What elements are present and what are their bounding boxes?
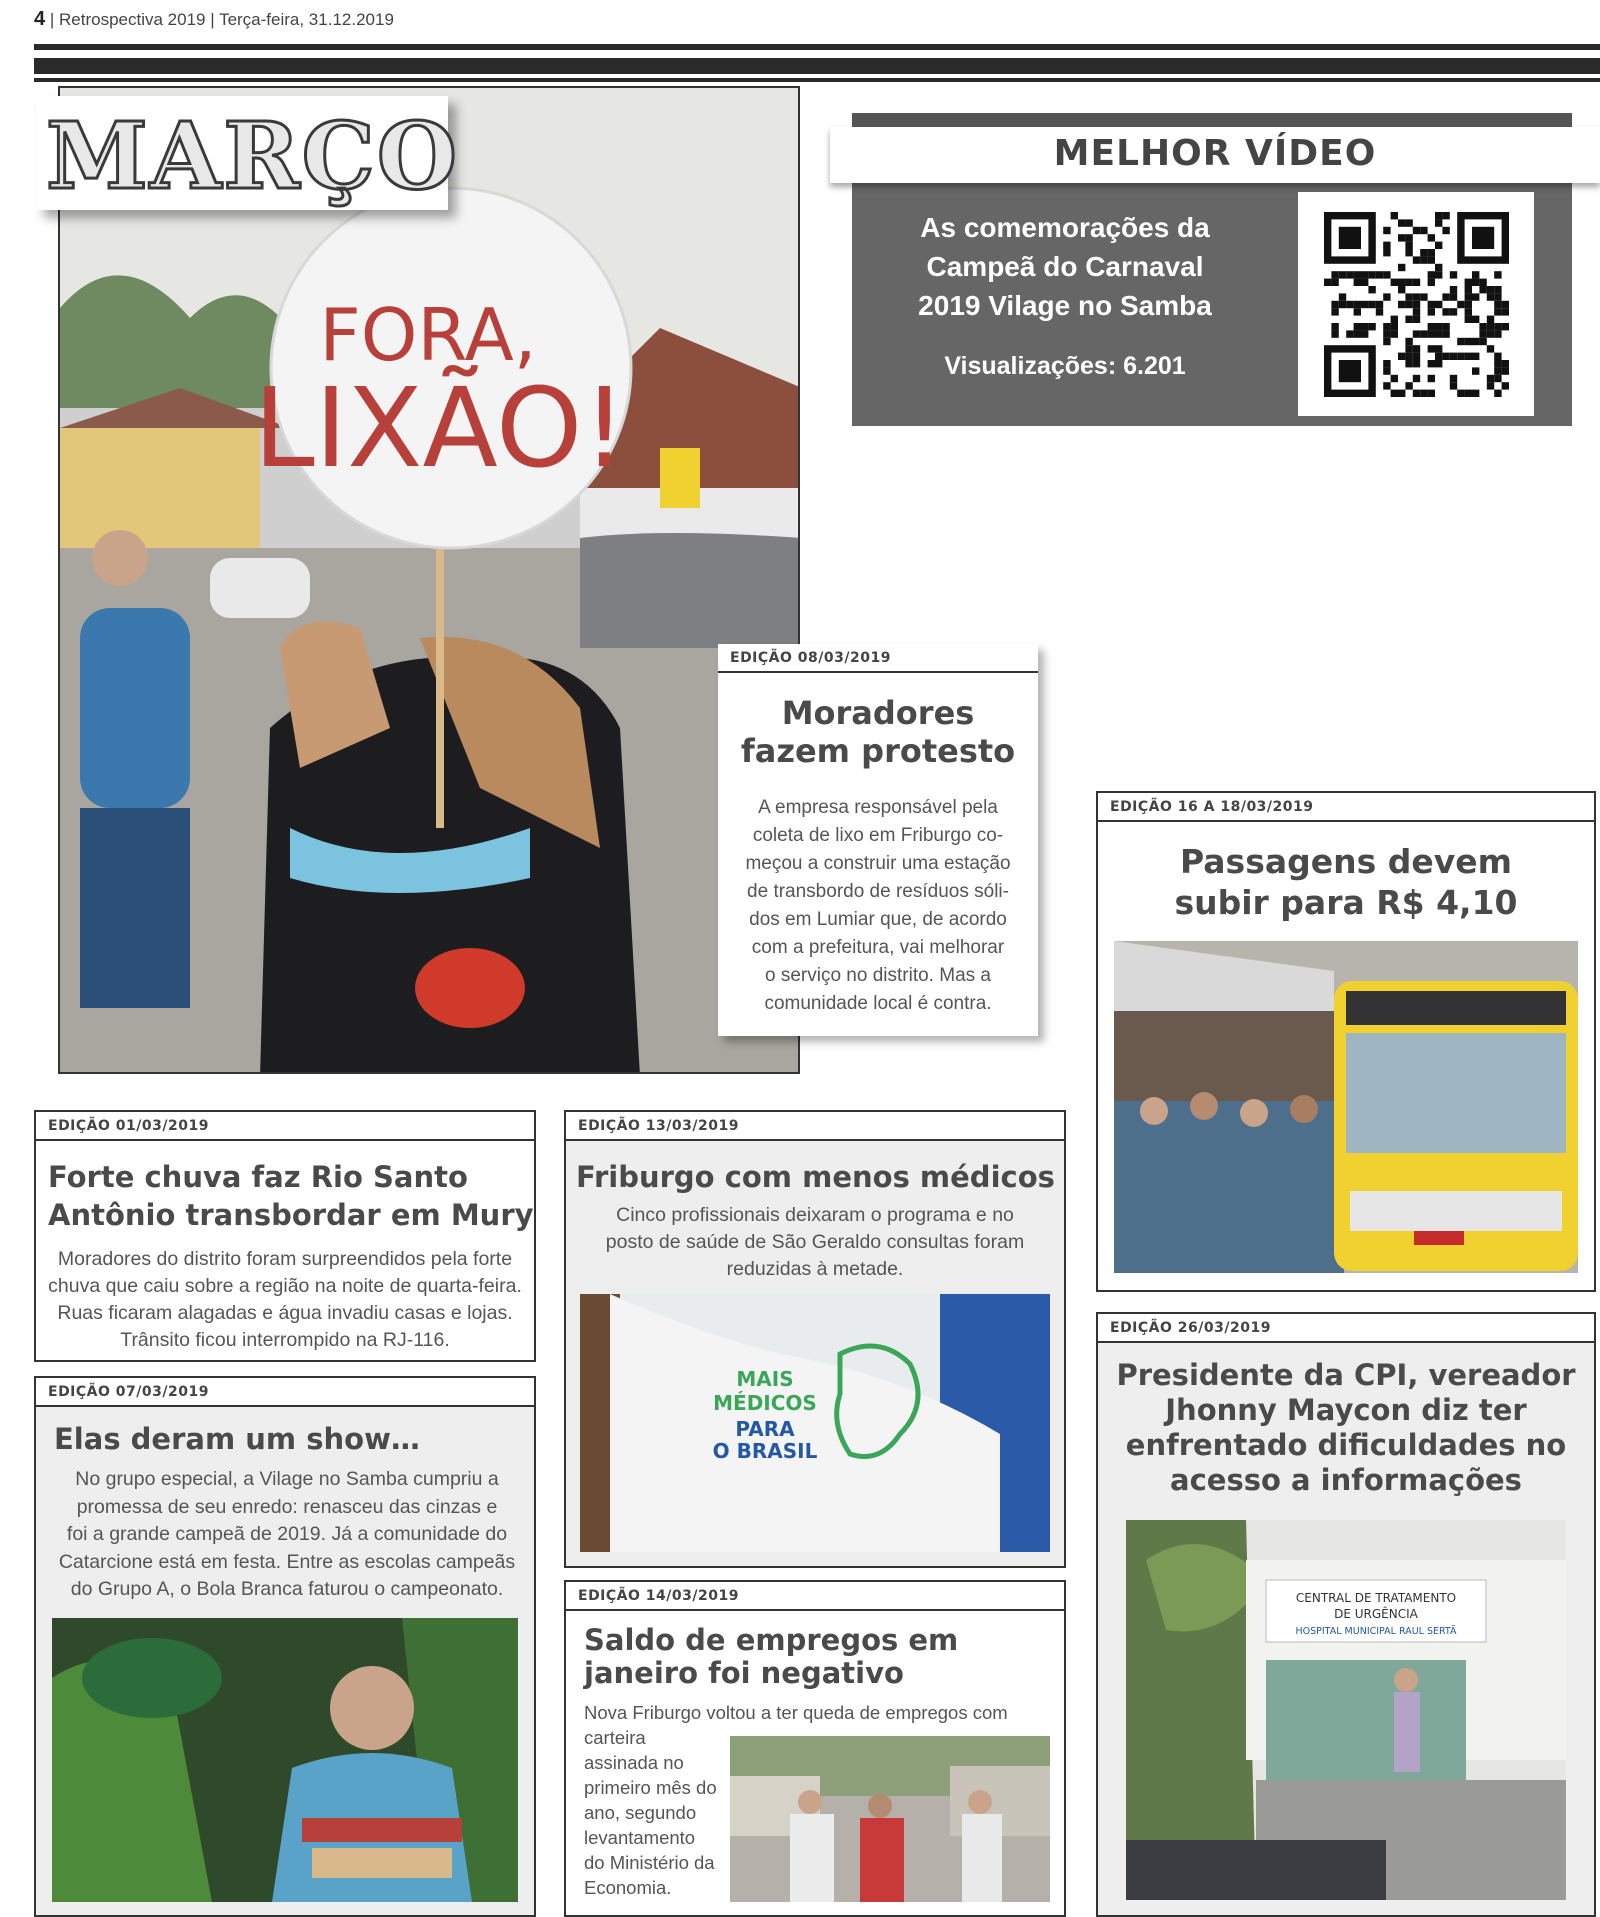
svg-text:O BRASIL: O BRASIL [712,1439,818,1463]
article-rain [34,1110,536,1362]
svg-text:PARA: PARA [735,1417,795,1441]
best-video-heading-box [830,127,1600,183]
article-cpi [1096,1312,1596,1917]
article-title: Passagens devem subir para R$ 4,10 [1174,842,1518,922]
edition-label: EDIÇÃO 07/03/2019 [36,1378,534,1407]
edition-label: EDIÇÃO 26/03/2019 [1098,1314,1594,1343]
article-body-first: Nova Friburgo voltou a ter queda de empregos com [584,1702,1008,1723]
best-video-description: As comemorações da Campeã do Carnaval 2019 Vilage no Samba [918,212,1212,321]
article-title: Elas deram um show… [54,1422,420,1456]
sign-text-line2: LIXÃO! [253,364,627,492]
article-body: No grupo especial, a Vilage no Samba cumpriu a promessa de seu enredo: renasceu das cinzas e foi a grande campeã de 2019. Já a comunidade do Catarcione está em festa. Entre as escolas campeãs do Grupo A, o Bola Branca faturou o campeonato. [58,1468,516,1600]
article-body: A empresa responsável pela coleta de lixo em Friburgo co- meçou a construir uma estação de transbordo de resíduos sóli- dos em Lumiar que, de acordo com a prefeitura, vai melhorar o serviço no distrito. Mas a comunidade local é contra. [745,797,1011,1014]
edition-label: EDIÇÃO 16 A 18/03/2019 [1098,793,1594,822]
article-fares [1096,791,1596,1292]
article-protest [718,644,1038,1036]
svg-text:MÉDICOS: MÉDICOS [713,1391,817,1415]
header-rule-1 [34,44,1600,50]
best-video-views: Visualizações: 6.201 [944,352,1186,380]
month-title-box [36,96,460,210]
header-rule-2 [34,58,1600,74]
qr-code-icon[interactable] [1298,192,1534,416]
article-body: Moradores do distrito foram surpreendidos pela forte chuva que caiu sobre a região na noite de quarta-feira. Ruas ficaram alagadas e água invadiu casas e lojas. Trânsito ficou interrompido na RJ-116. [48,1248,522,1351]
video-top-bar [852,113,1572,127]
article-show [34,1376,536,1917]
page-number: 4 [34,8,46,30]
page-header: 4 | Retrospectiva 2019 | Terça-feira, 31.12.2019 [34,8,394,30]
section-name: Retrospectiva 2019 [59,10,206,29]
sign-text-line1: FORA, [319,293,537,377]
svg-text:MAIS: MAIS [736,1367,794,1391]
svg-text:HOSPITAL MUNICIPAL RAUL SERTÃ: HOSPITAL MUNICIPAL RAUL SERTÃ [1295,1626,1457,1637]
hospital-photo [1126,1520,1566,1900]
article-title: Forte chuva faz Rio Santo Antônio transbordar em Mury [48,1160,534,1232]
edition-label: EDIÇÃO 08/03/2019 [718,644,1038,673]
bus-photo [1114,941,1578,1273]
article-title: Moradores fazem protesto [740,694,1016,770]
protest-scene [60,88,800,1074]
main-protest-photo [58,86,800,1074]
article-body: Cinco profissionais deixaram o programa e no posto de saúde de São Geraldo consultas foram reduzidas à metade. [605,1204,1025,1280]
issue-date: Terça-feira, 31.12.2019 [219,10,394,29]
qr-code-graphic [1298,192,1534,416]
svg-text:CENTRAL DE TRATAMENTO: CENTRAL DE TRATAMENTO [1295,1591,1457,1605]
article-title: Saldo de empregos em janeiro foi negativo [584,1623,959,1690]
article-title: Friburgo com menos médicos [576,1160,1055,1194]
article-doctors [564,1110,1066,1568]
header-rule-3 [34,78,1600,82]
article-body: carteira assinada no primeiro mês do ano, segundo levantamento do Ministério da Economia. [584,1727,717,1898]
edition-label: EDIÇÃO 01/03/2019 [36,1112,534,1141]
street-photo [730,1736,1050,1902]
edition-label: EDIÇÃO 13/03/2019 [566,1112,1064,1141]
month-title: MARÇO [46,102,460,210]
edition-label: EDIÇÃO 14/03/2019 [566,1582,1064,1611]
carnival-photo [52,1618,518,1902]
article-title: Presidente da CPI, vereador Jhonny Maycon diz ter enfrentado dificuldades no acesso a informações [1116,1358,1576,1497]
best-video-heading: MELHOR VÍDEO [1053,133,1377,174]
article-jobs [564,1580,1066,1917]
svg-text:DE URGÊNCIA: DE URGÊNCIA [1334,1607,1418,1621]
doctor-coat-photo [580,1294,1050,1552]
